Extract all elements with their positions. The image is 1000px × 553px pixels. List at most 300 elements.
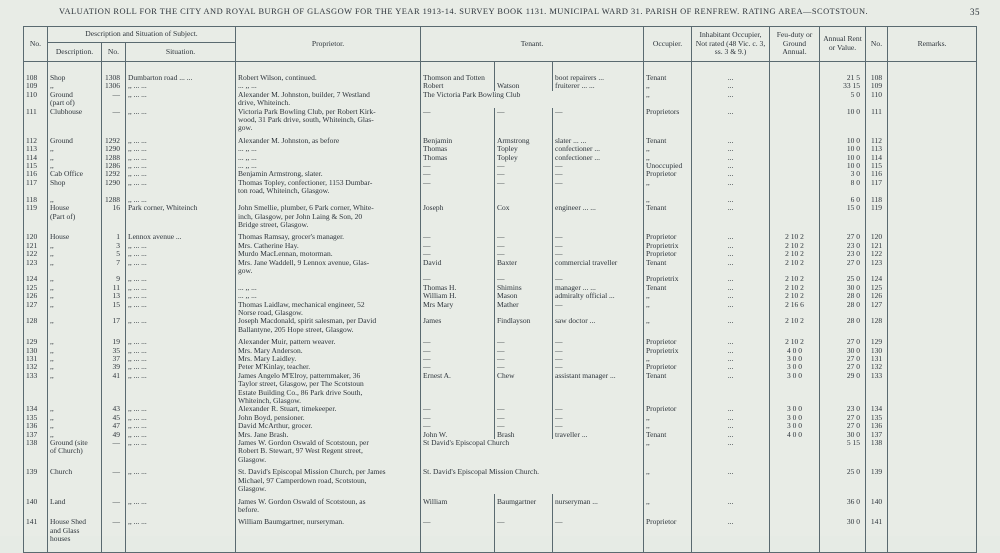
situation-cell: ,, ... ... [126,82,236,90]
inhabitant-cell: ... [692,422,770,430]
description-cell: ,, [48,347,102,355]
remarks-cell [888,317,977,334]
tenant-surname-cell: — [495,275,553,283]
annual-rent-cell: 27 0 [820,259,866,276]
occupier-cell: Proprietor [644,405,692,413]
situation-cell: ,, ... ... [126,275,236,283]
proprietor-cell: Mrs. Mary Laidley. [236,355,421,363]
feu-duty-cell [770,204,820,229]
feu-duty-cell: 4 0 0 [770,347,820,355]
table-row [24,514,977,552]
tenant-occupation-cell: — [553,275,644,283]
row-number-right: 138 [866,439,888,464]
inhabitant-cell: ... [692,145,770,153]
tenant-surname-cell: — [495,514,553,552]
proprietor-cell: Mrs. Mary Anderson. [236,347,421,355]
annual-rent-cell: 30 0 [820,347,866,355]
street-number-cell: 7 [102,259,126,276]
table-row [24,179,977,196]
proprietor-cell: John Boyd, pensioner. [236,414,421,422]
tenant-occupation-cell: saw doctor ... [553,317,644,334]
inhabitant-cell: ... [692,196,770,204]
street-number-cell: 35 [102,347,126,355]
row-number-right: 121 [866,242,888,250]
remarks-cell [888,170,977,178]
table-row [24,82,977,90]
tenant-occupation-cell: — [553,514,644,552]
page-title: VALUATION ROLL FOR THE CITY AND ROYAL BURGH OF GLASGOW FOR THE YEAR 1913-14. SURVEY BOOK 1131. MUNICIPAL WARD 31. PARISH OF RENFREW. RATING AREA—SCOTSTOUN. [59,7,869,16]
description-cell: ,, [48,363,102,371]
feu-duty-cell: 3 0 0 [770,355,820,363]
street-number-cell: 1290 [102,145,126,153]
remarks-cell [888,301,977,318]
description-cell: Clubhouse [48,108,102,133]
row-number: 112 [24,133,48,145]
table-row [24,170,977,178]
tenant-surname-cell: Brash [495,431,553,439]
description-cell: ,, [48,284,102,292]
row-number: 125 [24,284,48,292]
row-number-right: 124 [866,275,888,283]
tenant-first-name-cell: St. David's Episcopal Mission Church. [421,464,644,493]
annual-rent-cell: 15 0 [820,204,866,229]
tenant-occupation-cell: — [553,363,644,371]
tenant-surname-cell: Cox [495,204,553,229]
occupier-cell: Proprietor [644,363,692,371]
remarks-cell [888,431,977,439]
feu-duty-cell: 2 10 2 [770,229,820,241]
inhabitant-cell: ... [692,414,770,422]
situation-cell: ,, ... ... [126,431,236,439]
row-number: 111 [24,108,48,133]
inhabitant-cell: ... [692,250,770,258]
situation-cell: Dumbarton road ... ... [126,62,236,83]
annual-rent-cell: 5 0 [820,91,866,108]
tenant-surname-cell: Chew [495,372,553,406]
occupier-cell: ,, [644,301,692,318]
annual-rent-cell: 27 0 [820,422,866,430]
inhabitant-cell: ... [692,317,770,334]
description-cell: ,, [48,196,102,204]
situation-cell: ,, ... ... [126,284,236,292]
occupier-cell: ,, [644,179,692,196]
annual-rent-cell: 23 0 [820,250,866,258]
tenant-first-name-cell: — [421,242,495,250]
inhabitant-cell: ... [692,334,770,346]
feu-duty-cell: 3 0 0 [770,363,820,371]
tenant-occupation-cell: assistant manager ... [553,372,644,406]
col-header-remarks: Remarks. [888,27,977,62]
description-cell: House [48,229,102,241]
remarks-cell [888,464,977,493]
inhabitant-cell: ... [692,179,770,196]
street-number-cell: 3 [102,242,126,250]
tenant-occupation-cell: — [553,242,644,250]
feu-duty-cell [770,82,820,90]
row-number: 110 [24,91,48,108]
situation-cell: Park corner, Whiteinch [126,204,236,229]
street-number-cell: 13 [102,292,126,300]
proprietor-cell: James Angelo M'Elroy, patternmaker, 36 Taylor street, Glasgow, per The Scotstoun Estate Building Co., 86 Park drive South, Whiteinch, Glasgow. [236,372,421,406]
description-cell: Land [48,494,102,515]
annual-rent-cell: 21 5 [820,62,866,83]
tenant-first-name-cell: Robert [421,82,495,90]
tenant-first-name-cell: Ernest A. [421,372,495,406]
row-number: 131 [24,355,48,363]
situation-cell: ,, ... ... [126,439,236,464]
occupier-cell: Proprietor [644,334,692,346]
row-number: 121 [24,242,48,250]
row-number-right: 114 [866,154,888,162]
row-number-right: 123 [866,259,888,276]
tenant-occupation-cell: — [553,347,644,355]
tenant-surname-cell: — [495,347,553,355]
row-number: 135 [24,414,48,422]
remarks-cell [888,196,977,204]
occupier-cell: Proprietrix [644,347,692,355]
description-cell: House (Part of) [48,204,102,229]
tenant-first-name-cell: John W. [421,431,495,439]
tenant-first-name-cell: — [421,405,495,413]
tenant-first-name-cell: Mrs Mary [421,301,495,318]
row-number: 118 [24,196,48,204]
proprietor-cell: ... ,, ... [236,154,421,162]
table-row [24,464,977,493]
occupier-cell: Proprietrix [644,242,692,250]
feu-duty-cell [770,179,820,196]
tenant-occupation-cell: commercial traveller [553,259,644,276]
feu-duty-cell: 3 0 0 [770,414,820,422]
situation-cell: ,, ... ... [126,250,236,258]
description-cell: ,, [48,82,102,90]
tenant-first-name-cell: David [421,259,495,276]
annual-rent-cell: 10 0 [820,162,866,170]
occupier-cell: ,, [644,82,692,90]
street-number-cell: 16 [102,204,126,229]
inhabitant-cell: ... [692,464,770,493]
feu-duty-cell [770,145,820,153]
tenant-first-name-cell: Benjamin [421,133,495,145]
annual-rent-cell: 8 0 [820,179,866,196]
inhabitant-cell: ... [692,494,770,515]
row-number: 140 [24,494,48,515]
remarks-cell [888,514,977,552]
feu-duty-cell: 2 10 2 [770,242,820,250]
inhabitant-cell: ... [692,372,770,406]
feu-duty-cell [770,494,820,515]
row-number: 114 [24,154,48,162]
row-number: 117 [24,179,48,196]
tenant-surname-cell: Topley [495,145,553,153]
remarks-cell [888,259,977,276]
row-number-right: 130 [866,347,888,355]
annual-rent-cell: 33 15 [820,82,866,90]
row-number: 119 [24,204,48,229]
proprietor-cell: Alexander R. Stuart, timekeeper. [236,405,421,413]
occupier-cell: Tenant [644,284,692,292]
row-number: 128 [24,317,48,334]
tenant-occupation-cell: — [553,422,644,430]
inhabitant-cell: ... [692,275,770,283]
situation-cell: ,, ... ... [126,145,236,153]
row-number-right: 113 [866,145,888,153]
street-number-cell: 11 [102,284,126,292]
proprietor-cell: ... ,, ... [236,82,421,90]
table-row [24,242,977,250]
annual-rent-cell: 27 0 [820,229,866,241]
proprietor-cell: Benjamin Armstrong, slater. [236,170,421,178]
description-cell: ,, [48,145,102,153]
row-number: 129 [24,334,48,346]
table-row [24,91,977,108]
street-number-cell: 49 [102,431,126,439]
occupier-cell: Tenant [644,431,692,439]
table-row [24,334,977,346]
tenant-occupation-cell: — [553,179,644,196]
proprietor-cell: Alexander Muir, pattern weaver. [236,334,421,346]
row-number-right: 140 [866,494,888,515]
tenant-surname-cell: — [495,229,553,241]
street-number-cell: 1292 [102,170,126,178]
feu-duty-cell [770,133,820,145]
inhabitant-cell: ... [692,82,770,90]
row-number-right: 141 [866,514,888,552]
row-number-right: 134 [866,405,888,413]
row-number-right: 139 [866,464,888,493]
situation-cell: ,, ... ... [126,464,236,493]
description-cell: Cab Office [48,170,102,178]
tenant-occupation-cell: — [553,162,644,170]
description-cell: ,, [48,334,102,346]
table-row [24,363,977,371]
table-row [24,284,977,292]
row-number-right: 118 [866,196,888,204]
proprietor-cell: Murdo MacLennan, motorman. [236,250,421,258]
proprietor-cell: Joseph Macdonald, spirit salesman, per David Ballantyne, 205 Hope street, Glasgow. [236,317,421,334]
tenant-occupation-cell [553,196,644,204]
remarks-cell [888,82,977,90]
row-number-right: 127 [866,301,888,318]
remarks-cell [888,108,977,133]
situation-cell: Lennox avenue ... [126,229,236,241]
feu-duty-cell: 3 0 0 [770,422,820,430]
situation-cell: ,, ... ... [126,334,236,346]
table-row [24,145,977,153]
inhabitant-cell: ... [692,229,770,241]
occupier-cell: Proprietor [644,250,692,258]
row-number: 127 [24,301,48,318]
tenant-occupation-cell: — [553,229,644,241]
annual-rent-cell: 28 0 [820,301,866,318]
row-number-right: 109 [866,82,888,90]
proprietor-cell: Mrs. Jane Waddell, 9 Lennox avenue, Glas- gow. [236,259,421,276]
description-cell: ,, [48,162,102,170]
tenant-first-name-cell: — [421,363,495,371]
tenant-occupation-cell: — [553,355,644,363]
occupier-cell: Tenant [644,259,692,276]
annual-rent-cell: 10 0 [820,154,866,162]
occupier-cell: ,, [644,464,692,493]
situation-cell: ,, ... ... [126,317,236,334]
row-number: 130 [24,347,48,355]
tenant-occupation-cell: — [553,250,644,258]
description-cell: ,, [48,242,102,250]
annual-rent-cell: 30 0 [820,431,866,439]
col-header-number: No. [102,43,126,62]
row-number: 120 [24,229,48,241]
occupier-cell: Unoccupied [644,162,692,170]
street-number-cell: 1286 [102,162,126,170]
row-number-right: 126 [866,292,888,300]
inhabitant-cell: ... [692,347,770,355]
tenant-first-name-cell: — [421,250,495,258]
street-number-cell: 19 [102,334,126,346]
tenant-surname-cell: — [495,179,553,196]
proprietor-cell: Thomas Topley, confectioner, 1153 Dumbar- ton road, Whiteinch, Glasgow. [236,179,421,196]
feu-duty-cell: 4 0 0 [770,431,820,439]
tenant-occupation-cell: fruiterer ... ... [553,82,644,90]
proprietor-cell: ... ,, ... [236,162,421,170]
description-cell: Ground [48,133,102,145]
tenant-first-name-cell: James [421,317,495,334]
row-number: 109 [24,82,48,90]
inhabitant-cell: ... [692,62,770,83]
row-number: 123 [24,259,48,276]
col-header-description: Description. [48,43,102,62]
description-cell: Church [48,464,102,493]
tenant-occupation-cell: admiralty official ... [553,292,644,300]
feu-duty-cell: 2 16 6 [770,301,820,318]
inhabitant-cell: ... [692,355,770,363]
occupier-cell: Tenant [644,372,692,406]
tenant-occupation-cell: — [553,170,644,178]
row-number: 116 [24,170,48,178]
occupier-cell: ,, [644,355,692,363]
street-number-cell: 5 [102,250,126,258]
description-cell: ,, [48,317,102,334]
feu-duty-cell [770,62,820,83]
occupier-cell: Proprietors [644,108,692,133]
tenant-occupation-cell: confectioner ... [553,154,644,162]
situation-cell: ,, ... ... [126,514,236,552]
situation-cell: ,, ... ... [126,372,236,406]
inhabitant-cell: ... [692,301,770,318]
tenant-occupation-cell: manager ... ... [553,284,644,292]
tenant-surname-cell [495,62,553,83]
tenant-surname-cell: — [495,170,553,178]
inhabitant-cell: ... [692,108,770,133]
street-number-cell: 9 [102,275,126,283]
street-number-cell: 1306 [102,82,126,90]
situation-cell: ,, ... ... [126,133,236,145]
table-row [24,317,977,334]
occupier-cell: ,, [644,439,692,464]
situation-cell: ,, ... ... [126,355,236,363]
table-row [24,259,977,276]
feu-duty-cell [770,162,820,170]
row-number: 136 [24,422,48,430]
remarks-cell [888,154,977,162]
feu-duty-cell: 2 10 2 [770,259,820,276]
annual-rent-cell: 23 0 [820,242,866,250]
remarks-cell [888,62,977,83]
annual-rent-cell: 10 0 [820,108,866,133]
description-cell: ,, [48,405,102,413]
inhabitant-cell: ... [692,259,770,276]
remarks-cell [888,162,977,170]
row-number-right: 133 [866,372,888,406]
tenant-occupation-cell: — [553,108,644,133]
annual-rent-cell: 6 0 [820,196,866,204]
row-number-right: 116 [866,170,888,178]
tenant-surname-cell: — [495,242,553,250]
feu-duty-cell [770,464,820,493]
row-number-right: 131 [866,355,888,363]
street-number-cell: 41 [102,372,126,406]
occupier-cell: Proprietrix [644,275,692,283]
row-number-right: 132 [866,363,888,371]
inhabitant-cell: ... [692,405,770,413]
occupier-cell: Tenant [644,62,692,83]
proprietor-cell: James W. Gordon Oswald of Scotstoun, per Robert B. Stewart, 97 West Regent street, Glasgow. [236,439,421,464]
description-cell: ,, [48,292,102,300]
row-number-right: 129 [866,334,888,346]
tenant-first-name-cell: — [421,414,495,422]
col-header-no: No. [24,27,48,62]
annual-rent-cell: 10 0 [820,145,866,153]
row-number-right: 115 [866,162,888,170]
inhabitant-cell: ... [692,154,770,162]
tenant-surname-cell: Armstrong [495,133,553,145]
table-row [24,355,977,363]
street-number-cell: 45 [102,414,126,422]
street-number-cell: — [102,494,126,515]
situation-cell: ,, ... ... [126,405,236,413]
description-cell: ,, [48,250,102,258]
inhabitant-cell: ... [692,204,770,229]
remarks-cell [888,292,977,300]
row-number-right: 117 [866,179,888,196]
inhabitant-cell: ... [692,514,770,552]
inhabitant-cell: ... [692,170,770,178]
occupier-cell: ,, [644,91,692,108]
tenant-occupation-cell: confectioner ... [553,145,644,153]
page-number: 35 [970,7,980,17]
row-number-right: 137 [866,431,888,439]
occupier-cell: Proprietor [644,170,692,178]
description-cell: ,, [48,301,102,318]
street-number-cell: 15 [102,301,126,318]
proprietor-cell: ... ,, ... [236,292,421,300]
street-number-cell: 1290 [102,179,126,196]
proprietor-cell: Thomas Laidlaw, mechanical engineer, 52 Norse road, Glasgow. [236,301,421,318]
remarks-cell [888,422,977,430]
inhabitant-cell: ... [692,363,770,371]
tenant-occupation-cell: traveller ... [553,431,644,439]
description-cell: Ground (part of) [48,91,102,108]
tenant-first-name-cell: — [421,179,495,196]
situation-cell: ,, ... ... [126,108,236,133]
street-number-cell: 1 [102,229,126,241]
col-header-desc-group: Description and Situation of Subject. [48,27,236,43]
inhabitant-cell: ... [692,292,770,300]
situation-cell: ,, ... ... [126,91,236,108]
col-header-rent: Annual Rent or Value. [820,27,866,62]
table-row [24,229,977,241]
tenant-first-name-cell: Joseph [421,204,495,229]
remarks-cell [888,133,977,145]
annual-rent-cell: 25 0 [820,464,866,493]
